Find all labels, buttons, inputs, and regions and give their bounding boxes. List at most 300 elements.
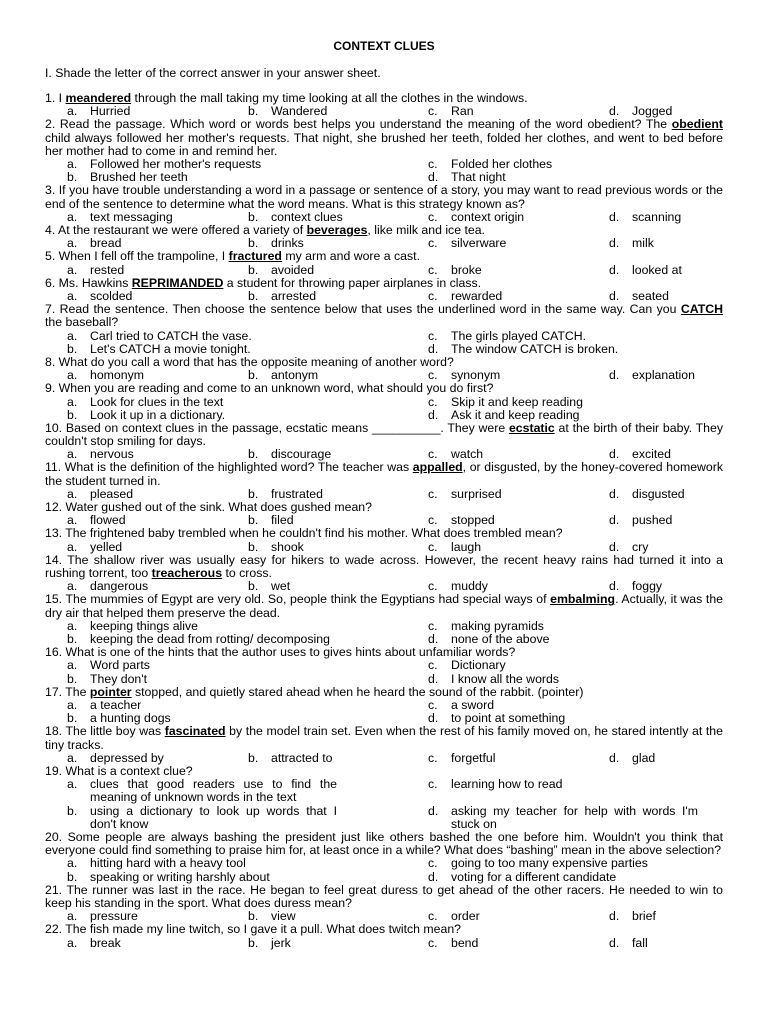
option-letter: b. bbox=[248, 368, 259, 383]
option-letter: c. bbox=[428, 486, 438, 501]
option-text: Ran bbox=[451, 104, 474, 119]
question-prompt: 2. Read the passage. Which word or words best helps you understand the meaning of the word obedient? The bbox=[45, 117, 672, 132]
question-text bbox=[45, 725, 723, 751]
option-letter: d. bbox=[428, 711, 439, 726]
option-text: They don't bbox=[90, 671, 148, 686]
answer-option bbox=[248, 105, 327, 118]
answer-option bbox=[428, 264, 482, 277]
options-row bbox=[45, 105, 723, 118]
option-text: voting for a different candidate bbox=[451, 869, 617, 884]
question-text bbox=[45, 184, 723, 210]
option-letter: b. bbox=[67, 671, 78, 686]
option-letter: c. bbox=[428, 618, 438, 633]
option-letter: b. bbox=[248, 909, 259, 924]
option-letter: c. bbox=[428, 658, 438, 673]
options-row bbox=[45, 448, 723, 461]
option-text: bend bbox=[451, 935, 479, 950]
question-prompt-end: the baseball? bbox=[45, 315, 119, 330]
answer-option bbox=[248, 910, 296, 923]
answer-option bbox=[609, 752, 655, 765]
question-prompt: 17. The bbox=[45, 684, 90, 699]
answer-option bbox=[248, 448, 331, 461]
option-letter: c. bbox=[428, 328, 438, 343]
option-text: order bbox=[451, 909, 480, 924]
question-prompt-end: , like milk and ice tea. bbox=[367, 222, 485, 237]
option-text: Dictionary bbox=[451, 658, 506, 673]
option-letter: d. bbox=[609, 236, 620, 251]
question-text bbox=[45, 118, 723, 158]
question-prompt: 22. The fish made my line twitch, so I gave it a pull. What does twitch mean? bbox=[45, 922, 462, 937]
question-prompt-end: a student for throwing paper airplanes in class. bbox=[223, 275, 482, 290]
question-text bbox=[45, 501, 723, 514]
question-prompt-end: through the mall taking my time looking at all the clothes in the windows. bbox=[131, 91, 528, 105]
option-text: attracted to bbox=[271, 750, 333, 765]
question-prompt: 6. Ms. Hawkins bbox=[45, 275, 132, 290]
option-letter: a. bbox=[67, 856, 78, 871]
options-row bbox=[45, 752, 723, 765]
answer-option bbox=[428, 448, 483, 461]
question-prompt: 9. When you are reading and come to an unknown word, what should you do first? bbox=[45, 381, 494, 396]
option-letter: a. bbox=[67, 394, 78, 409]
option-text: silverware bbox=[451, 236, 507, 251]
answer-option bbox=[609, 580, 662, 593]
option-text: milk bbox=[632, 236, 654, 251]
options-row bbox=[45, 580, 723, 593]
question-prompt: 12. Water gushed out of the sink. What does gushed mean? bbox=[45, 500, 372, 515]
answer-option bbox=[67, 290, 132, 303]
option-text: broke bbox=[451, 262, 482, 277]
answer-option bbox=[67, 369, 144, 382]
option-text: seated bbox=[632, 288, 669, 303]
option-text: pushed bbox=[632, 513, 673, 528]
option-letter: b. bbox=[248, 513, 259, 528]
option-letter: b. bbox=[248, 447, 259, 462]
key-word: ecstatic bbox=[508, 420, 555, 435]
option-letter: d. bbox=[428, 341, 439, 356]
answer-option bbox=[248, 541, 304, 554]
option-letter: d. bbox=[609, 104, 620, 119]
option-text: bread bbox=[90, 236, 122, 251]
question-text bbox=[45, 686, 723, 699]
question-prompt: 4. At the restaurant we were offered a variety of bbox=[45, 222, 307, 237]
options-row bbox=[45, 514, 723, 527]
option-text: watch bbox=[451, 447, 484, 462]
question-item bbox=[45, 554, 723, 594]
question-item bbox=[45, 884, 723, 924]
answer-option bbox=[428, 937, 478, 950]
question-prompt: 8. What do you call a word that has the opposite meaning of another word? bbox=[45, 354, 454, 369]
key-word: CATCH bbox=[680, 302, 723, 317]
question-prompt: 14. The shallow river was usually easy for hikers to wade across. However, the recent heavy rains had turned it into a rushing torrent, too bbox=[45, 552, 723, 581]
option-letter: a. bbox=[67, 935, 78, 950]
answer-option bbox=[67, 514, 126, 527]
option-text: dangerous bbox=[90, 579, 149, 594]
option-letter: b. bbox=[248, 236, 259, 251]
option-text: jerk bbox=[271, 935, 291, 950]
question-item bbox=[45, 422, 723, 462]
answer-option bbox=[248, 290, 316, 303]
question-prompt-end: to cross. bbox=[222, 566, 272, 581]
option-text: Carl tried to CATCH the vase. bbox=[90, 328, 252, 343]
option-letter: a. bbox=[67, 618, 78, 633]
option-text: Wandered bbox=[271, 104, 328, 119]
option-letter: d. bbox=[609, 513, 620, 528]
question-prompt-end: stopped, and quietly stared ahead when he heard the sound of the rabbit. (pointer) bbox=[131, 684, 584, 699]
option-text: Word parts bbox=[90, 658, 150, 673]
option-text: making pyramids bbox=[451, 618, 544, 633]
option-letter: a. bbox=[67, 209, 78, 224]
option-text: Hurried bbox=[90, 104, 131, 119]
key-word: pointer bbox=[89, 684, 132, 699]
option-text: asking my teacher for help with words I'm stuck on bbox=[451, 803, 698, 831]
answer-option bbox=[67, 105, 130, 118]
option-text: depressed by bbox=[90, 750, 164, 765]
question-item bbox=[45, 224, 723, 250]
question-item bbox=[45, 382, 723, 422]
question-prompt: 13. The frightened baby trembled when he couldn't find his mother. What does trembled mean? bbox=[45, 526, 563, 541]
answer-option bbox=[609, 211, 681, 224]
question-item bbox=[45, 923, 723, 949]
question-item bbox=[45, 501, 723, 527]
options-row bbox=[45, 237, 723, 250]
question-list bbox=[45, 92, 723, 950]
option-text: glad bbox=[632, 750, 656, 765]
option-letter: a. bbox=[67, 236, 78, 251]
option-letter: a. bbox=[67, 909, 78, 924]
option-letter: c. bbox=[428, 447, 438, 462]
option-letter: d. bbox=[428, 632, 439, 647]
options-row bbox=[45, 871, 723, 884]
question-item bbox=[45, 461, 723, 501]
answer-option bbox=[67, 937, 121, 950]
answer-option bbox=[67, 580, 148, 593]
answer-option bbox=[248, 211, 343, 224]
option-text: discourage bbox=[271, 447, 332, 462]
option-letter: d. bbox=[609, 750, 620, 765]
question-text bbox=[45, 527, 723, 540]
answer-option bbox=[248, 369, 318, 382]
options-row bbox=[45, 778, 723, 804]
option-letter: d. bbox=[428, 407, 439, 422]
question-item bbox=[45, 92, 723, 118]
answer-option bbox=[67, 343, 251, 356]
question-prompt: 10. Based on context clues in the passage, ecstatic means __________. They were bbox=[45, 420, 509, 435]
question-item bbox=[45, 184, 723, 224]
option-letter: c. bbox=[428, 856, 438, 871]
answer-option bbox=[67, 541, 122, 554]
question-prompt-end: . Actually, it was the dry air that helped them preserve the dead. bbox=[45, 592, 723, 620]
options-row bbox=[45, 541, 723, 554]
question-text bbox=[45, 224, 723, 237]
answer-option bbox=[67, 712, 171, 725]
option-letter: a. bbox=[67, 513, 78, 528]
option-letter: a. bbox=[67, 328, 78, 343]
answer-option bbox=[428, 910, 480, 923]
option-text: antonym bbox=[271, 368, 319, 383]
key-word: treacherous bbox=[151, 566, 223, 581]
page-title: CONTEXT CLUES bbox=[333, 39, 435, 53]
option-text: laugh bbox=[451, 539, 482, 554]
option-letter: a. bbox=[67, 658, 78, 673]
answer-option bbox=[428, 580, 488, 593]
option-text: shook bbox=[271, 539, 304, 554]
answer-option bbox=[248, 752, 333, 765]
option-letter: d. bbox=[428, 671, 439, 686]
answer-option bbox=[67, 237, 121, 250]
option-letter: b. bbox=[248, 262, 259, 277]
answer-option bbox=[428, 752, 495, 765]
option-letter: a. bbox=[67, 447, 78, 462]
option-text: context origin bbox=[451, 209, 525, 224]
answer-option bbox=[609, 448, 671, 461]
question-text bbox=[45, 554, 723, 580]
question-item bbox=[45, 646, 723, 686]
question-prompt-end: at the birth of their baby. They couldn't stop smiling for days. bbox=[45, 420, 723, 449]
option-text: going to too many expensive parties bbox=[451, 856, 648, 871]
key-word: meandered bbox=[65, 91, 132, 105]
answer-option bbox=[428, 514, 495, 527]
option-text: looked at bbox=[632, 262, 682, 277]
option-text: drinks bbox=[271, 236, 304, 251]
option-text: foggy bbox=[632, 579, 663, 594]
option-letter: b. bbox=[248, 935, 259, 950]
answer-option bbox=[67, 448, 134, 461]
option-letter: a. bbox=[67, 288, 78, 303]
question-text bbox=[45, 884, 723, 910]
option-letter: c. bbox=[428, 236, 438, 251]
option-letter: d. bbox=[609, 909, 620, 924]
option-letter: b. bbox=[248, 209, 259, 224]
option-text: a hunting dogs bbox=[90, 711, 171, 726]
option-text: explanation bbox=[632, 368, 695, 383]
answer-option bbox=[67, 409, 225, 422]
option-text: text messaging bbox=[90, 209, 173, 224]
option-text: pleased bbox=[90, 486, 134, 501]
answer-option bbox=[609, 937, 648, 950]
option-letter: d. bbox=[609, 368, 620, 383]
option-letter: b. bbox=[248, 288, 259, 303]
option-text: stopped bbox=[451, 513, 495, 528]
option-letter: c. bbox=[428, 157, 438, 171]
option-text: disgusted bbox=[632, 486, 685, 501]
option-letter: c. bbox=[428, 935, 438, 950]
option-text: break bbox=[90, 935, 121, 950]
question-text bbox=[45, 923, 723, 936]
option-text: That night bbox=[451, 170, 506, 185]
option-letter: b. bbox=[248, 486, 259, 501]
option-text: avoided bbox=[271, 262, 315, 277]
answer-option bbox=[609, 105, 672, 118]
answer-option bbox=[428, 237, 506, 250]
options-row bbox=[45, 673, 723, 686]
answer-option bbox=[428, 211, 524, 224]
option-text: muddy bbox=[451, 579, 488, 594]
option-text: The girls played CATCH. bbox=[451, 328, 587, 343]
question-prompt: 7. Read the sentence. Then choose the sentence below that uses the underlined word in the same way. Can you bbox=[45, 302, 681, 317]
option-letter: c. bbox=[428, 579, 438, 594]
answer-option bbox=[428, 343, 618, 356]
option-letter: b. bbox=[67, 341, 78, 356]
option-text: none of the above bbox=[451, 632, 550, 647]
option-text: rested bbox=[90, 262, 125, 277]
answer-option bbox=[609, 541, 648, 554]
option-letter: c. bbox=[428, 777, 438, 792]
answer-option bbox=[248, 937, 291, 950]
option-letter: d. bbox=[428, 869, 439, 884]
option-text: scanning bbox=[632, 209, 682, 224]
option-letter: b. bbox=[248, 539, 259, 554]
option-text: yelled bbox=[90, 539, 123, 554]
option-letter: a. bbox=[67, 777, 78, 792]
option-text: rewarded bbox=[451, 288, 503, 303]
option-text: The window CATCH is broken. bbox=[451, 341, 619, 356]
option-letter: c. bbox=[428, 513, 438, 528]
option-text: filed bbox=[271, 513, 294, 528]
answer-option bbox=[428, 871, 616, 884]
key-word: embalming bbox=[550, 592, 616, 607]
answer-option bbox=[428, 105, 474, 118]
answer-option bbox=[67, 778, 337, 804]
option-letter: c. bbox=[428, 698, 438, 713]
question-prompt: 1. I bbox=[45, 91, 66, 105]
option-text: Let's CATCH a movie tonight. bbox=[90, 341, 251, 356]
question-item bbox=[45, 765, 723, 831]
option-text: frustrated bbox=[271, 486, 323, 501]
option-letter: d. bbox=[609, 486, 620, 501]
question-text bbox=[45, 303, 723, 329]
answer-option bbox=[67, 633, 330, 646]
answer-option bbox=[428, 712, 565, 725]
option-text: Followed her mother's requests bbox=[90, 157, 262, 171]
key-word: appalled bbox=[412, 460, 463, 475]
option-text: wet bbox=[271, 579, 291, 594]
question-prompt: 21. The runner was last in the race. He began to feel great duress to get ahead of the other racers. He needed to win to keep his standing in the sport. What does duress mean? bbox=[45, 882, 723, 910]
options-row bbox=[45, 910, 723, 923]
option-text: a sword bbox=[451, 698, 495, 713]
answer-option bbox=[248, 264, 314, 277]
answer-option bbox=[67, 171, 188, 184]
answer-option bbox=[67, 910, 138, 923]
key-word: fascinated bbox=[164, 724, 226, 739]
question-item bbox=[45, 725, 723, 765]
question-text bbox=[45, 422, 723, 448]
option-letter: a. bbox=[67, 368, 78, 383]
question-prompt: 5. When I fell off the trampoline, I bbox=[45, 249, 229, 264]
answer-option bbox=[609, 369, 695, 382]
option-letter: d. bbox=[428, 170, 439, 185]
answer-option bbox=[428, 673, 559, 686]
question-item bbox=[45, 118, 723, 184]
options-row bbox=[45, 211, 723, 224]
answer-option bbox=[248, 580, 290, 593]
option-letter: b. bbox=[248, 104, 259, 119]
option-letter: b. bbox=[67, 711, 78, 726]
option-text: homonym bbox=[90, 368, 144, 383]
question-prompt-end: child always followed her mother's requests. That night, she brushed her teeth, folded her clothes, and went to bed before her mother had to come in and remind her. bbox=[45, 130, 723, 158]
option-text: I know all the words bbox=[451, 671, 559, 686]
option-letter: d. bbox=[428, 803, 439, 818]
option-letter: c. bbox=[428, 909, 438, 924]
options-row bbox=[45, 488, 723, 501]
option-letter: d. bbox=[609, 288, 620, 303]
option-text: excited bbox=[632, 447, 671, 462]
answer-option bbox=[248, 237, 304, 250]
question-item bbox=[45, 593, 723, 646]
question-item bbox=[45, 303, 723, 356]
question-prompt: 20. Some people are always bashing the president just like others bashed the one before him. Wouldn't you think that everyone could find something to praise him for, at least once in a while? What does “bashing” mean in the above selection? bbox=[45, 829, 723, 858]
question-text bbox=[45, 461, 723, 487]
answer-option bbox=[609, 237, 654, 250]
answer-option bbox=[609, 290, 669, 303]
key-word: beverages bbox=[306, 222, 368, 237]
option-text: clues that good readers use to find the meaning of unknown words in the text bbox=[90, 777, 337, 805]
options-row bbox=[45, 264, 723, 277]
option-text: Folded her clothes bbox=[451, 157, 553, 171]
answer-option bbox=[67, 752, 164, 765]
option-letter: d. bbox=[609, 539, 620, 554]
option-letter: d. bbox=[609, 935, 620, 950]
question-prompt: 15. The mummies of Egypt are very old. So, people think the Egyptians had special ways of bbox=[45, 592, 551, 607]
option-letter: a. bbox=[67, 157, 78, 171]
question-item bbox=[45, 686, 723, 726]
options-row bbox=[45, 290, 723, 303]
option-letter: a. bbox=[67, 750, 78, 765]
options-row bbox=[45, 633, 723, 646]
option-text: hitting hard with a heavy tool bbox=[90, 856, 246, 871]
options-row bbox=[45, 937, 723, 950]
question-item bbox=[45, 250, 723, 276]
option-text: keeping the dead from rotting/ decomposing bbox=[90, 632, 330, 647]
option-letter: c. bbox=[428, 539, 438, 554]
answer-option bbox=[428, 541, 481, 554]
options-row bbox=[45, 369, 723, 382]
answer-option bbox=[609, 264, 682, 277]
answer-option bbox=[428, 409, 580, 422]
answer-option bbox=[248, 488, 323, 501]
option-text: pressure bbox=[90, 909, 138, 924]
answer-option bbox=[67, 871, 270, 884]
answer-option bbox=[428, 369, 500, 382]
question-text bbox=[45, 831, 723, 857]
option-text: fall bbox=[632, 935, 648, 950]
options-row bbox=[45, 343, 723, 356]
question-prompt: 19. What is a context clue? bbox=[45, 763, 193, 778]
option-text: arrested bbox=[271, 288, 317, 303]
question-prompt: 11. What is the definition of the highlighted word? The teacher was bbox=[45, 460, 413, 475]
option-letter: d. bbox=[609, 262, 620, 277]
option-letter: c. bbox=[428, 750, 438, 765]
answer-option bbox=[67, 805, 337, 831]
answer-option bbox=[428, 633, 549, 646]
option-letter: b. bbox=[248, 579, 259, 594]
option-letter: d. bbox=[609, 579, 620, 594]
option-letter: b. bbox=[248, 750, 259, 765]
answer-option bbox=[428, 778, 698, 791]
option-letter: a. bbox=[67, 539, 78, 554]
options-row bbox=[45, 409, 723, 422]
option-letter: a. bbox=[67, 104, 78, 119]
answer-option bbox=[67, 673, 147, 686]
options-row bbox=[45, 712, 723, 725]
option-letter: a. bbox=[67, 486, 78, 501]
option-text: view bbox=[271, 909, 296, 924]
option-letter: d. bbox=[609, 209, 620, 224]
key-word: obedient bbox=[671, 117, 723, 132]
question-text bbox=[45, 92, 723, 105]
option-letter: c. bbox=[428, 288, 438, 303]
answer-option bbox=[609, 514, 672, 527]
option-text: cry bbox=[632, 539, 649, 554]
